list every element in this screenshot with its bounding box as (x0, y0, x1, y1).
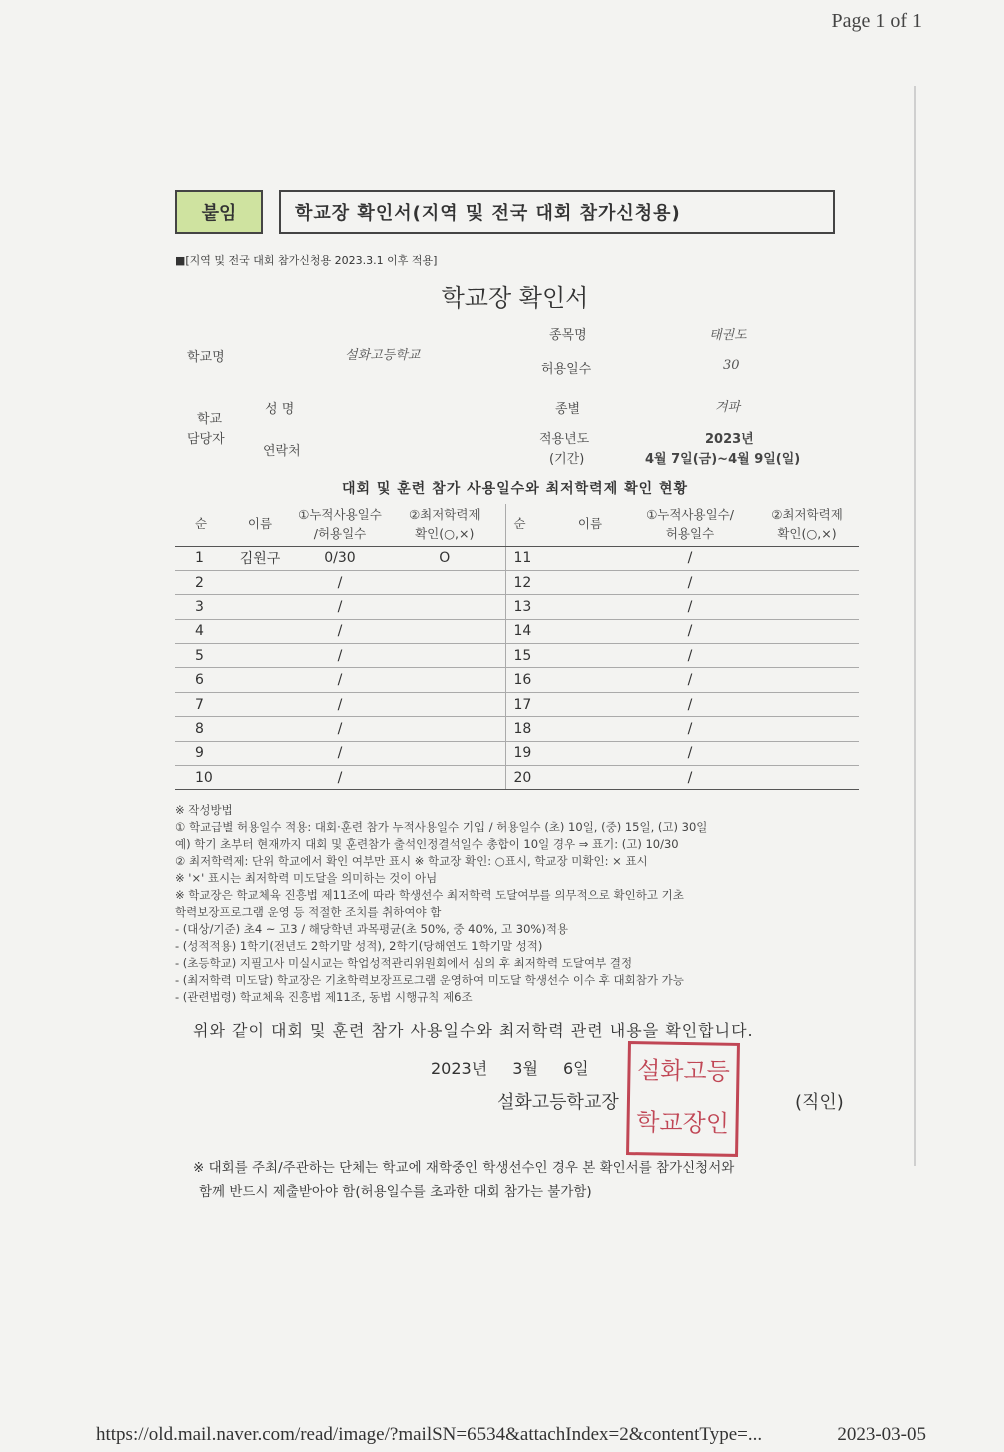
contact-label: 연락처 (263, 444, 301, 459)
cell-cumulative-2: / (625, 668, 755, 692)
cell-cumulative-2: / (625, 546, 755, 570)
bottom-note (193, 1156, 873, 1204)
sign-school: 설화고등학교장 (497, 1092, 619, 1113)
cell-cumulative: / (295, 644, 385, 668)
main-title: 학교장 확인서 (441, 284, 589, 312)
cell-min-2 (755, 692, 859, 716)
instructions (175, 802, 865, 1006)
col-cumulative2-line2: 허용일수 (665, 525, 715, 541)
bottom-note-line: ※ 대회를 주최/주관하는 단체는 학교에 재학중인 학생선수인 경우 본 확인서를 참가신청서와 (193, 1160, 735, 1176)
footer-url: https://old.mail.naver.com/read/image/?mailSN=6534&attachIndex=2&contentType=... (96, 1424, 763, 1445)
cell-min (385, 595, 505, 619)
category-value: 겨파 (715, 400, 741, 415)
cell-name-2 (555, 595, 625, 619)
cell-cumulative: / (295, 570, 385, 594)
cell-min (385, 619, 505, 643)
participation-table (175, 504, 859, 790)
cell-min (385, 570, 505, 594)
cell-cumulative: / (295, 766, 385, 790)
cell-name-2 (555, 644, 625, 668)
cell-name (225, 619, 295, 643)
col-cumulative (295, 504, 385, 546)
allowed-label: 허용일수 (541, 362, 592, 377)
form-header (175, 190, 835, 234)
year-value: 2023년 (705, 432, 754, 447)
cell-name-2 (555, 570, 625, 594)
manager-label-1: 학교 (197, 412, 223, 427)
cell-cumulative: / (295, 717, 385, 741)
cell-name (225, 766, 295, 790)
cell-min-2 (755, 570, 859, 594)
table-row (175, 741, 859, 765)
note-line: - (초등학교) 지필고사 미실시교는 학업성적관리위원회에서 심의 후 최저학력 도달여부 결정 (175, 956, 633, 970)
category-label: 종별 (555, 402, 581, 417)
cell-cumulative: / (295, 692, 385, 716)
cell-name-2 (555, 668, 625, 692)
col-name: 이름 (225, 504, 295, 546)
cell-min (385, 668, 505, 692)
table-row (175, 619, 859, 643)
col-no: 순 (175, 504, 225, 546)
cell-name (225, 717, 295, 741)
cell-name-2 (555, 741, 625, 765)
cell-min-2 (755, 668, 859, 692)
table-row (175, 717, 859, 741)
col-cumulative-2 (625, 504, 755, 546)
year-label: 적용년도 (539, 432, 590, 447)
table-row (175, 546, 859, 570)
cell-no-2: 16 (505, 668, 555, 692)
sport-value: 태권도 (709, 328, 747, 343)
cell-no: 2 (175, 570, 225, 594)
period-label: (기간) (549, 452, 585, 467)
cell-name (225, 668, 295, 692)
cell-no: 4 (175, 619, 225, 643)
cell-name (225, 741, 295, 765)
cell-no: 5 (175, 644, 225, 668)
col-min2-line2: 확인(○,×) (777, 525, 837, 541)
sport-label: 종목명 (549, 328, 587, 343)
cell-min-2 (755, 644, 859, 668)
note-line: ※ 작성방법 (175, 803, 233, 817)
col-min2-line1: ②최저학력제 (771, 507, 843, 522)
col-cumulative-line1: ①누적사용일수 (298, 507, 382, 522)
cell-min (385, 644, 505, 668)
applies-note: ■[지역 및 전국 대회 참가신청용 2023.3.1 이후 적용] (175, 254, 438, 267)
note-line: 학력보장프로그램 운영 등 적절한 조치를 취하여야 함 (175, 905, 442, 919)
cell-name-2 (555, 692, 625, 716)
form-title: 학교장 확인서(지역 및 전국 대회 참가신청용) (279, 190, 835, 234)
allowed-value: 30 (723, 358, 740, 373)
note-line: ② 최저학력제: 단위 학교에서 확인 여부만 표시 ※ 학교장 확인: ○표시, 학교장 미확인: × 표시 (175, 854, 648, 868)
note-line: 예) 학기 초부터 현재까지 대회 및 훈련참가 출석인정결석일수 총합이 10일 경우 ⇒ 표기: (고) 10/30 (175, 837, 679, 851)
cell-no: 7 (175, 692, 225, 716)
seal-label: (직인) (795, 1092, 844, 1113)
cell-no-2: 11 (505, 546, 555, 570)
cell-min-2 (755, 766, 859, 790)
note-line: - (대상/기준) 초4 ~ 고3 / 해당학년 과목평균(초 50%, 중 40%, 고 30%)적용 (175, 922, 569, 936)
table-row (175, 570, 859, 594)
sign-date: 2023년 3월 6일 (431, 1059, 589, 1078)
confirm-statement: 위와 같이 대회 및 훈련 참가 사용일수와 최저학력 관련 내용을 확인합니다. (193, 1021, 754, 1040)
cell-no-2: 20 (505, 766, 555, 790)
cell-cumulative-2: / (625, 692, 755, 716)
note-line: - (관련법령) 학교체육 진흥법 제11조, 동법 시행규칙 제6조 (175, 990, 473, 1004)
cell-min (385, 717, 505, 741)
col-min-academic (385, 504, 505, 546)
table-row (175, 668, 859, 692)
cell-min: O (385, 546, 505, 570)
official-seal (626, 1041, 740, 1157)
page-indicator: Page 1 of 1 (831, 10, 922, 32)
cell-no-2: 13 (505, 595, 555, 619)
cell-name (225, 692, 295, 716)
table-row (175, 766, 859, 790)
cell-cumulative: / (295, 595, 385, 619)
seal-line: 학교장인 (635, 1108, 730, 1138)
name-label: 성 명 (265, 402, 295, 417)
cell-name (225, 595, 295, 619)
attach-label: 붙임 (175, 190, 263, 234)
cell-no: 3 (175, 595, 225, 619)
cell-no-2: 17 (505, 692, 555, 716)
seal-line: 설화고등 (636, 1056, 731, 1086)
table-header-row (175, 504, 859, 546)
cell-min-2 (755, 741, 859, 765)
bottom-note-line: 함께 반드시 제출받아야 함(허용일수를 초과한 대회 참가는 불가함) (199, 1184, 592, 1200)
cell-min (385, 766, 505, 790)
note-line: ① 학교급별 허용일수 적용: 대회·훈련 참가 누적사용일수 기입 / 허용일수 (초) 10일, (중) 15일, (고) 30일 (175, 820, 708, 834)
col-no-2: 순 (505, 504, 555, 546)
page-edge-line (914, 86, 916, 1166)
cell-cumulative-2: / (625, 741, 755, 765)
cell-cumulative: / (295, 741, 385, 765)
cell-name-2 (555, 717, 625, 741)
cell-no-2: 12 (505, 570, 555, 594)
cell-no: 1 (175, 546, 225, 570)
table-title: 대회 및 훈련 참가 사용일수와 최저학력제 확인 현황 (341, 481, 689, 497)
col-min-line2: 확인(○,×) (415, 525, 475, 541)
cell-cumulative-2: / (625, 619, 755, 643)
cell-name: 김원구 (225, 546, 295, 570)
cell-no-2: 14 (505, 619, 555, 643)
col-cumulative-line2: /허용일수 (313, 525, 367, 541)
note-line: ※ '×' 표시는 최저학력 미도달을 의미하는 것이 아님 (175, 871, 438, 885)
school-value: 설화고등학교 (345, 348, 421, 363)
cell-no: 9 (175, 741, 225, 765)
col-min-academic-2 (755, 504, 859, 546)
col-min-line1: ②최저학력제 (408, 507, 481, 522)
table-row (175, 644, 859, 668)
table-row (175, 595, 859, 619)
cell-cumulative-2: / (625, 595, 755, 619)
cell-no-2: 18 (505, 717, 555, 741)
cell-name (225, 570, 295, 594)
cell-min-2 (755, 619, 859, 643)
col-cumulative2-line1: ①누적사용일수/ (646, 507, 734, 522)
cell-no: 10 (175, 766, 225, 790)
cell-no: 6 (175, 668, 225, 692)
cell-name-2 (555, 546, 625, 570)
footer-date: 2023-03-05 (837, 1424, 926, 1445)
cell-name-2 (555, 619, 625, 643)
note-line: ※ 학교장은 학교체육 진흥법 제11조에 따라 학생선수 최저학력 도달여부를 의무적으로 확인하고 기초 (175, 888, 684, 902)
cell-cumulative: / (295, 668, 385, 692)
cell-name (225, 644, 295, 668)
manager-label-2: 담당자 (187, 432, 225, 447)
cell-no-2: 19 (505, 741, 555, 765)
table-row (175, 692, 859, 716)
cell-no-2: 15 (505, 644, 555, 668)
cell-cumulative-2: / (625, 570, 755, 594)
cell-name-2 (555, 766, 625, 790)
note-line: - (성적적용) 1학기(전년도 2학기말 성적), 2학기(당해연도 1학기말 성적) (175, 939, 543, 953)
cell-min (385, 741, 505, 765)
info-section (175, 320, 865, 470)
period-value: 4월 7일(금)~4월 9일(일) (645, 452, 801, 467)
school-label: 학교명 (187, 350, 225, 365)
cell-min-2 (755, 717, 859, 741)
cell-min (385, 692, 505, 716)
cell-no: 8 (175, 717, 225, 741)
cell-min-2 (755, 595, 859, 619)
cell-cumulative: 0/30 (295, 546, 385, 570)
cell-cumulative-2: / (625, 644, 755, 668)
cell-cumulative: / (295, 619, 385, 643)
note-line: - (최저학력 미도달) 학교장은 기초학력보장프로그램 운영하여 미도달 학생선수 이수 후 대회참가 가능 (175, 973, 684, 987)
cell-cumulative-2: / (625, 766, 755, 790)
col-name-2: 이름 (555, 504, 625, 546)
cell-min-2 (755, 546, 859, 570)
cell-cumulative-2: / (625, 717, 755, 741)
